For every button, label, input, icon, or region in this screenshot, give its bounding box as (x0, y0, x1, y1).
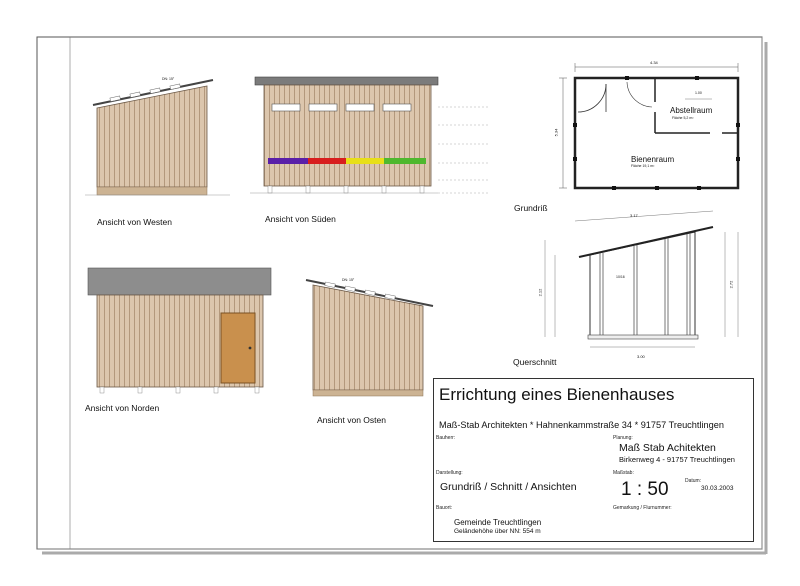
planung-label: Planung: (613, 435, 633, 441)
plan-bienenraum-area: Fläche 19,1 m² (631, 164, 655, 168)
section-left-height: 2.12 (537, 288, 543, 297)
gemarkung-label: Gemarkung / Flurnummer: (613, 505, 672, 511)
cross-section (545, 211, 738, 347)
west-elevation (85, 80, 230, 195)
floor-plan (559, 63, 740, 190)
bauort-value: Gemeinde Treuchtlingen (454, 518, 542, 527)
massstab-label: Maßstab: (613, 470, 634, 476)
darstellung-value: Grundriß / Schnitt / Ansichten (440, 481, 577, 493)
label-querschnitt: Querschnitt (513, 357, 557, 367)
title-block-address: Maß-Stab Architekten * Hahnenkammstraße 34 * 91757 Treuchtlingen (439, 420, 724, 430)
label-grundriss: Grundriß (514, 203, 548, 213)
cell-datum (683, 469, 755, 504)
massstab-value: 1 : 50 (621, 479, 669, 500)
east-elevation (306, 280, 433, 396)
cell-bauort (434, 504, 611, 543)
plan-width-dim: 4.34 (650, 60, 658, 65)
label-norden: Ansicht von Norden (85, 403, 160, 413)
section-post-label: 10/16 (616, 275, 625, 279)
cell-bauherr (434, 434, 611, 469)
datum-label: Datum: (685, 478, 702, 484)
title-block (433, 378, 754, 542)
label-osten: Ansicht von Osten (317, 415, 386, 425)
section-top-dim: 3.17 (630, 213, 638, 218)
planung-address: Birkenweg 4 - 91757 Treuchtlingen (619, 455, 735, 464)
cell-darstellung (434, 469, 611, 504)
north-elevation (88, 268, 271, 393)
plan-abstellraum: Abstellraum (670, 106, 713, 115)
south-elevation (250, 77, 490, 193)
section-bottom-dim: 3.00 (637, 354, 645, 359)
label-west: Ansicht von Westen (97, 217, 172, 227)
planung-name: Maß Stab Achitekten (619, 442, 716, 454)
darstellung-label: Darstellung: (436, 470, 463, 476)
roof-angle-east: DN: 15° (342, 278, 355, 282)
title-block-title: Errichtung eines Bienenhauses (439, 385, 675, 404)
roof-angle-west: DN: 15° (162, 77, 175, 81)
cell-massstab (611, 469, 683, 504)
plan-door-dim: 1.00 (695, 91, 702, 95)
plan-abstellraum-area: Fläche 5,2 m² (672, 116, 694, 120)
section-right-height: 2.72 (728, 280, 734, 289)
plan-height-dim: 5.34 (553, 128, 559, 137)
label-sued: Ansicht von Süden (265, 214, 336, 224)
cell-planung (611, 434, 755, 469)
plan-bienenraum: Bienenraum (631, 155, 675, 164)
cell-gemarkung (611, 504, 755, 543)
gelaende-hoehe: Geländehöhe über NN: 554 m (454, 528, 541, 535)
datum-value: 30.03.2003 (701, 485, 734, 492)
bauherr-label: Bauherr: (436, 435, 456, 441)
bauort-label: Bauort: (436, 505, 453, 511)
